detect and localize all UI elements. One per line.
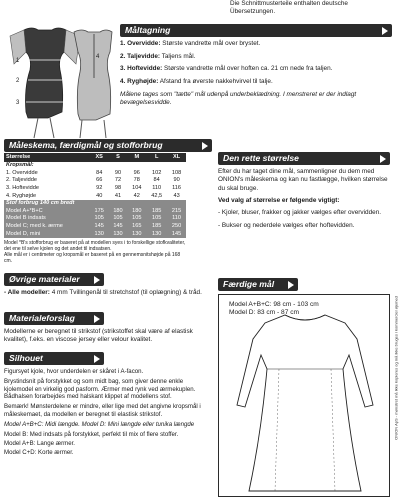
table-row: 4. Ryghøjde 40 41 42 42,5 43 [4,192,186,200]
body-measurement-illustration [4,22,116,140]
materials-text: - Alle modeller: 4 mm Tvillingenål til stretchstof (til oplægning) & tråd. [4,289,202,296]
table-row: Model C; med k. ærme 145 145 165 185 250 [4,223,186,231]
silhouet-title: Silhouet [9,353,43,363]
table-row: 3. Hoftevidde 92 98 104 110 116 [4,185,186,193]
body-figure [4,22,116,140]
size-guide-heading [218,152,390,165]
materialeforslag-text: Modellerne er beregnet til strikstof (strikstoffet skal være af elastisk kvalitet), f.eks. en viscose jersey eller velour kvalitet. [4,328,193,344]
fig-label-4: 4 [96,54,100,60]
dress-measurements [229,301,319,317]
finished-measurements-heading [218,278,298,291]
materialeforslag-title: Materialeforslag [9,313,75,323]
table-header: M [127,153,146,162]
dress-drawing [219,295,391,498]
footnote: Alle mål er i centimeter og kropsmål er baseret på en gennemsnitshøjde på 168 cm. [4,251,181,264]
silhouet-text: Figursyet kjole, hvor underdelen er skåret i A-facon. Brystindsnit på forstykket og som midt bag, som giver denne enkle kjolemodel en virkelig god pasform. Ærmer med rynk ved ærmekuplen. Bådhalsen forarbejdes med halskant klippet af modellens stof. Bemærk! Mønsterdelene er mindre, eller lige med det angivne kropsmål i måleskemaet, da modellen er beregnet til elastisk strikstof. Model A+B+C: Midi længde. Model D: Mini længde eller tunika længde Model B: Med indsats på forstykket, perfekt til mix of flere stoffer. Model A+B: Lange ærmer. Model C+D: Korte ærmer. [4,368,201,457]
size-table-wrap [4,153,186,264]
table-row: Kropsmål: [4,162,186,170]
materials-title: Øvrige materialer [9,274,80,284]
table-header-row [4,153,186,162]
fig-label-2: 2 [16,78,20,84]
maleskema-title: Måleskema, færdigmål og stofforbrug [9,140,163,150]
arrow-icon [288,281,294,289]
measure-item-3: 3. Hoftevidde: Største vandrette mål over hoften ca. 21 cm nede fra taljen. [120,65,333,73]
size-guide-text: Efter du har taget dine mål, sammenligner du dem med ONION's måleskema og kan nu fastlægge, hvilken størrelse du skal bruge. Ved valg af størrelse er følgende vigtigt: - Kjoler, bluser, frakker og jakker vælges efter overvidden. - Bukser og nederdele vælges efter hoftevidden. [218,168,388,229]
materialeforslag-heading [4,312,104,325]
measure-note: Målene tages som "tætte" mål udenpå underbeklædning. I menstreret er der indlagt bevægelsesvidde. [120,90,357,107]
table-row: Model B indsats 105 105 105 105 110 [4,215,186,223]
dress-illustration-box [218,294,390,497]
table-header: XS [90,153,109,162]
table-footnotes [4,240,186,264]
size-table [4,153,186,238]
arrow-icon [380,155,386,163]
maltagning-title: Måltagning [125,25,171,35]
table-row: 1. Overvidde 84 90 96 102 108 [4,170,186,178]
arrow-icon [202,142,208,150]
silhouet-heading [4,352,104,365]
fig-label-3: 3 [16,100,20,106]
table-header: S [109,153,128,162]
arrow-icon [382,27,388,35]
table-row: Stof forbrug 140 cm bredt [4,200,186,208]
measure-item-1: 1. Overvidde: Største vandrette mål over brystet. [120,40,261,47]
header-note: Die Schnittmusterteile enthalten deutsche Übersetzungen. [230,0,348,15]
finished-measurements-title: Færdige mål [223,279,275,289]
table-header: L [146,153,167,162]
table-header: Størrelse [4,153,90,162]
measure-item-4: 4. Ryghøjde: Afstand fra øverste nakkehvirvel til talje. [120,77,273,85]
copyright-side-text: ONION ApS - mønstret må ikke kopieres og må ikke bruges i kommerciel øjemed [393,295,399,440]
maleskema-heading [4,139,212,152]
materials-heading [4,273,104,286]
arrow-icon [94,276,100,284]
measurement-list [120,40,392,112]
measure-item-2: 2. Taljevidde: Taljens mål. [120,52,196,60]
dress-measure-d: Model D: 83 cm - 87 cm [229,309,299,317]
table-header: XL [167,153,186,162]
size-guide-title: Den rette størrelse [223,153,299,163]
arrow-icon [94,315,100,323]
maltagning-heading [120,24,392,37]
table-row: 2. Taljevidde 66 72 78 84 90 [4,177,186,185]
arrow-icon [94,355,100,363]
size-guide-column [218,152,390,234]
table-row: Model D, mini 130 130 130 130 145 [4,230,186,238]
footnote: Model *B's stofforbrug er baseret på at modellen syes i to forskellige stofkvaliteter, det ene til selve kjolen og det andet til indsatsen. [4,239,186,252]
fig-label-1: 1 [16,58,20,64]
dress-measure-abc: Model A+B+C: 98 cm - 103 cm [229,301,319,308]
table-row: Model A+*B+C 175 180 180 185 215 [4,208,186,216]
